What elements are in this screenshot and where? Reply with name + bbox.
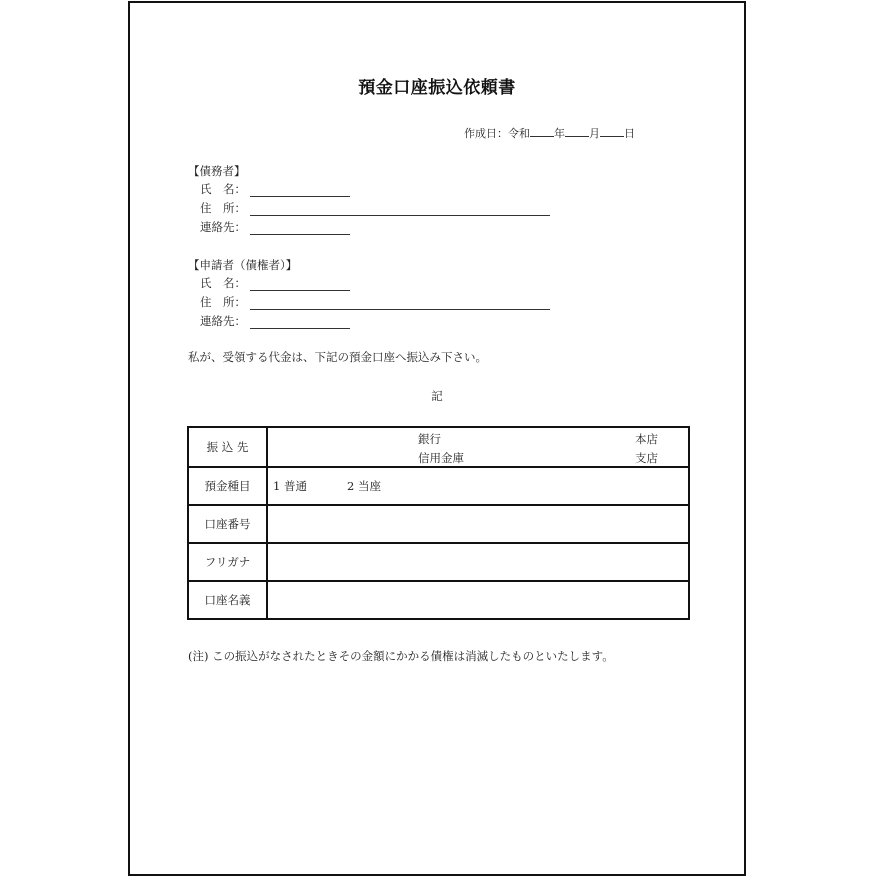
debtor-heading: 【債務者】 [188, 164, 246, 178]
furigana-cell [267, 543, 689, 581]
account-table [187, 426, 690, 620]
table-row [188, 543, 689, 581]
furigana-label: フリガナ [188, 543, 267, 581]
field-label: 氏 名： [200, 182, 246, 196]
applicant-heading: 【申請者（債権者）】 [188, 258, 298, 272]
applicant-contact-field [200, 313, 350, 329]
applicant-contact-blank [250, 316, 350, 329]
debtor-address-blank [250, 203, 550, 216]
deposit-type-label: 預金種目 [188, 467, 267, 505]
account-holder-cell [267, 581, 689, 619]
field-label: 連絡先： [200, 314, 246, 328]
main-branch-label: 本店 [635, 432, 658, 446]
account-holder-label: 口座名義 [188, 581, 267, 619]
table-row [188, 505, 689, 543]
field-label: 住 所： [200, 295, 246, 309]
applicant-name-blank [250, 278, 350, 291]
deposit-option-checking: 2 当座 [346, 479, 381, 493]
debtor-name-field [200, 181, 350, 197]
date-day-label: 日 [624, 127, 635, 140]
request-statement: 私が、受領する代金は、下記の預金口座へ振込み下さい。 [188, 350, 487, 364]
table-row [188, 581, 689, 619]
date-year-label: 年 [554, 127, 565, 140]
account-number-label: 口座番号 [188, 505, 267, 543]
table-row [188, 427, 689, 467]
document-title: 預金口座振込依頼書 [358, 78, 516, 98]
debtor-contact-blank [250, 222, 350, 235]
footnote: (注) この振込がなされたときその金額にかかる債権は消滅したものといたします。 [188, 649, 614, 663]
debtor-name-blank [250, 184, 350, 197]
debtor-address-field [200, 200, 550, 216]
applicant-address-field [200, 294, 550, 310]
applicant-name-field [200, 275, 350, 291]
branch-label: 支店 [635, 451, 658, 465]
date-month-label: 月 [589, 127, 600, 140]
document-page [128, 1, 746, 876]
field-label: 住 所： [200, 201, 246, 215]
field-label: 氏 名： [200, 276, 246, 290]
account-number-cell [267, 505, 689, 543]
debtor-contact-field [200, 219, 350, 235]
transfer-destination-cell [267, 427, 689, 467]
deposit-type-cell [267, 467, 689, 505]
bank-label: 銀行 [418, 432, 441, 446]
credit-union-label: 信用金庫 [418, 451, 464, 465]
creation-date [464, 125, 635, 141]
applicant-address-blank [250, 297, 550, 310]
ki-heading: 記 [431, 389, 443, 403]
table-row [188, 467, 689, 505]
deposit-option-ordinary: 1 普通 [273, 479, 307, 493]
date-prefix: 作成日：令和 [464, 127, 530, 140]
field-label: 連絡先： [200, 220, 246, 234]
transfer-destination-label: 振 込 先 [188, 427, 267, 467]
